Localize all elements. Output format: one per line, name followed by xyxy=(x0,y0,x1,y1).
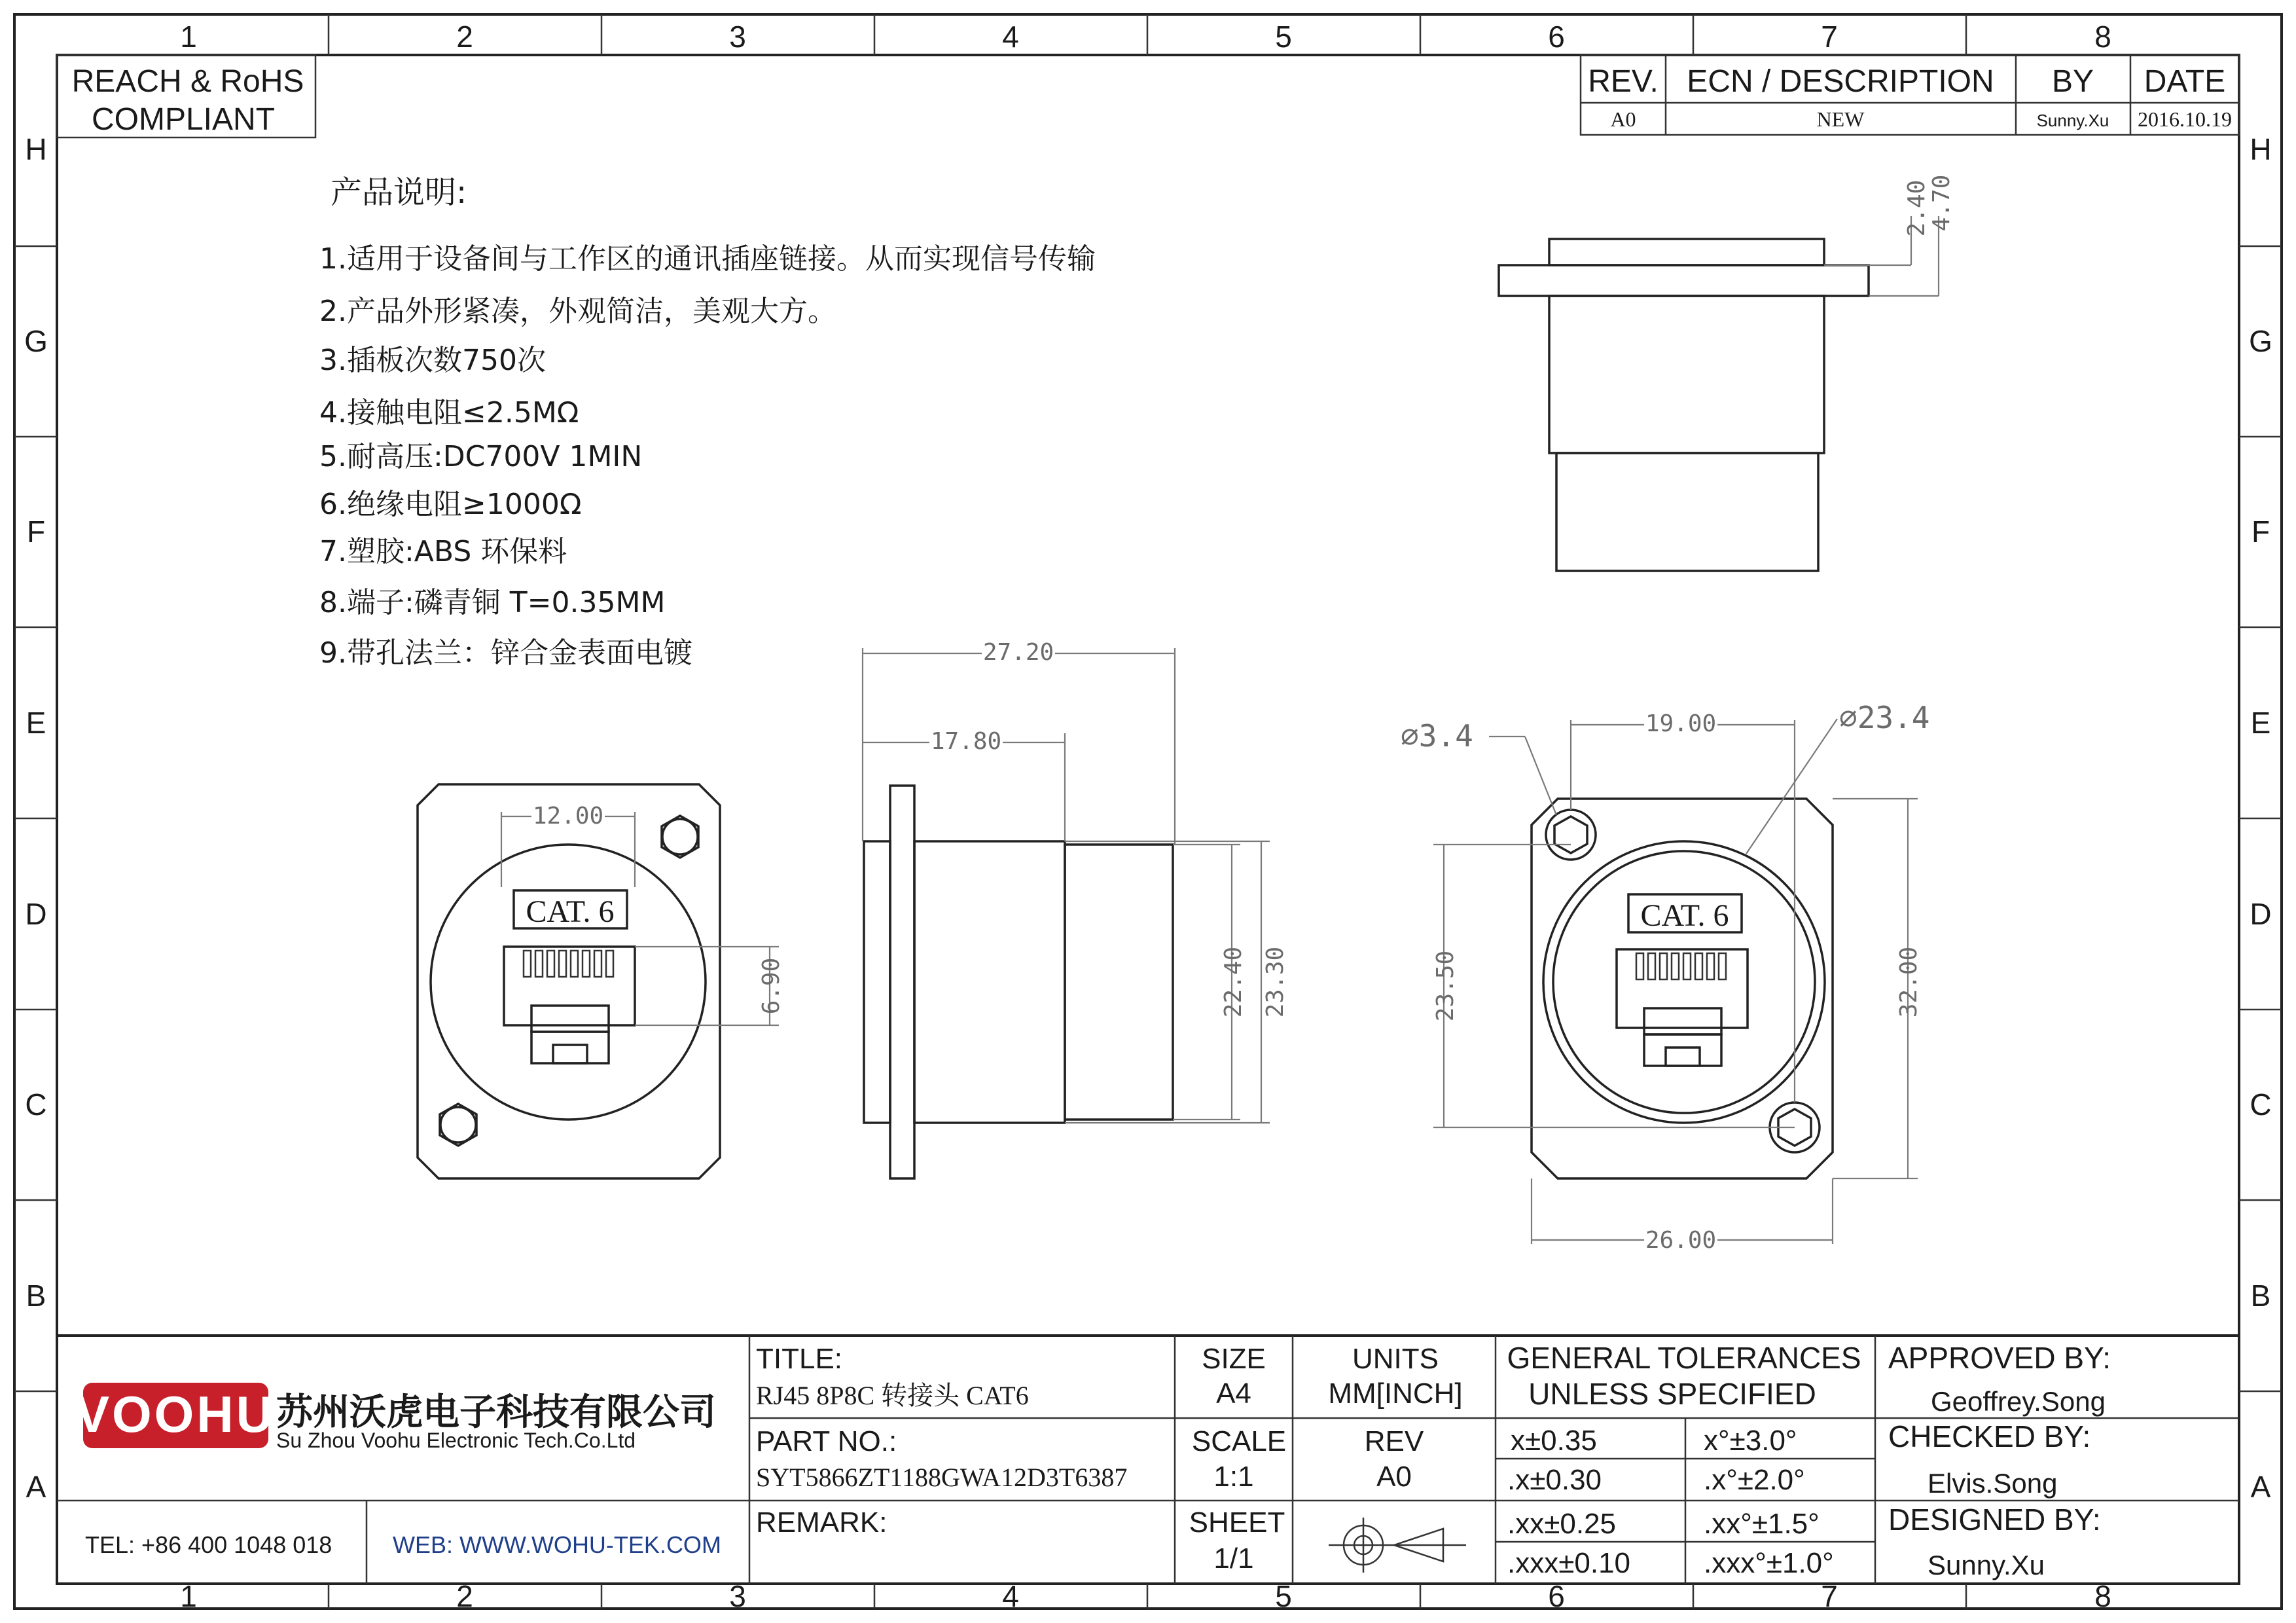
front-view xyxy=(418,784,785,1178)
tolerance-linear-2: .xx±0.25 xyxy=(1507,1508,1617,1540)
tolerance-angular-0: x°±3.0° xyxy=(1704,1425,1797,1457)
svg-text:5: 5 xyxy=(1275,20,1292,54)
svg-text:H: H xyxy=(25,132,47,166)
rev-cell-rev: A0 xyxy=(1610,107,1636,131)
dim-rear-left-h: 23.50 xyxy=(1432,950,1459,1022)
dim-side-total: 27.20 xyxy=(982,639,1054,666)
svg-text:7: 7 xyxy=(1821,20,1838,54)
dim-front-width: 12.00 xyxy=(532,803,604,830)
company-tel: TEL: +86 400 1048 018 xyxy=(85,1531,332,1558)
svg-text:3: 3 xyxy=(729,20,746,54)
sheet-value: 1/1 xyxy=(1213,1542,1254,1575)
svg-text:2: 2 xyxy=(456,20,473,54)
rev-header-by: BY xyxy=(2051,64,2094,99)
svg-text:4: 4 xyxy=(1002,20,1019,54)
designed-label: DESIGNED BY: xyxy=(1888,1503,2101,1537)
compliance-line2: COMPLIANT xyxy=(91,102,276,137)
svg-text:C: C xyxy=(25,1087,47,1122)
units-value: MM[INCH] xyxy=(1328,1377,1463,1410)
revision-table xyxy=(1581,55,2239,135)
size-value: A4 xyxy=(1216,1377,1251,1410)
dim-top-2-40: 2.40 xyxy=(1903,179,1930,237)
title-label: TITLE: xyxy=(756,1343,843,1375)
third-angle-projection-icon xyxy=(1329,1518,1466,1573)
description-item-9: 9.带孔法兰：锌合金表面电镀 xyxy=(319,636,692,670)
top-view xyxy=(1499,175,1955,571)
company-name-cn: 苏州沃虎电子科技有限公司 xyxy=(276,1391,716,1434)
svg-text:G: G xyxy=(24,324,48,358)
part-no-value: SYT5866ZT1188GWA12D3T6387 xyxy=(756,1463,1128,1492)
tolerance-angular-1: .x°±2.0° xyxy=(1704,1464,1805,1496)
description-item-3: 3.插板次数750次 xyxy=(319,344,546,377)
dim-top-4-70: 4.70 xyxy=(1928,174,1955,232)
logo-text: VOOHU xyxy=(75,1385,276,1443)
tolerance-title-1: GENERAL TOLERANCES xyxy=(1507,1341,1861,1375)
rev-cell-date: 2016.10.19 xyxy=(2138,107,2232,131)
svg-text:A: A xyxy=(2250,1470,2271,1504)
svg-text:1: 1 xyxy=(180,1579,197,1613)
rev-label: REV xyxy=(1364,1425,1424,1457)
dim-rear-width: 26.00 xyxy=(1645,1227,1717,1254)
svg-text:D: D xyxy=(25,897,47,931)
dim-rear-ring: ⌀23.4 xyxy=(1839,700,1930,735)
company-web: WEB: WWW.WOHU-TEK.COM xyxy=(393,1531,721,1558)
dim-rear-hole: ⌀3.4 xyxy=(1401,718,1473,754)
description-item-2: 2.产品外形紧凑，外观简洁，美观大方。 xyxy=(319,295,836,328)
svg-text:6: 6 xyxy=(1548,20,1565,54)
rev-header-rev: REV. xyxy=(1588,64,1659,99)
svg-text:1: 1 xyxy=(180,20,197,54)
svg-text:8: 8 xyxy=(2094,20,2111,54)
title-value: RJ45 8P8C 转接头 CAT6 xyxy=(756,1381,1029,1410)
approved-label: APPROVED BY: xyxy=(1888,1341,2111,1375)
column-labels-top xyxy=(180,20,2111,54)
approved-value: Geoffrey.Song xyxy=(1931,1386,2106,1417)
dim-side-h2: 23.30 xyxy=(1262,946,1289,1018)
rev-value: A0 xyxy=(1376,1461,1412,1493)
rear-cat6-label: CAT. 6 xyxy=(1640,898,1729,933)
sheet-label: SHEET xyxy=(1189,1506,1285,1539)
dim-rear-pitch: 19.00 xyxy=(1645,710,1717,737)
side-view xyxy=(863,639,1289,1178)
svg-text:B: B xyxy=(26,1279,46,1313)
svg-text:F: F xyxy=(2251,515,2270,549)
description-item-6: 6.绝缘电阻≥1000Ω xyxy=(319,488,582,521)
svg-text:G: G xyxy=(2249,324,2272,358)
product-description xyxy=(319,174,1096,670)
company-logo xyxy=(75,1383,276,1448)
front-pins xyxy=(524,951,613,977)
svg-text:C: C xyxy=(2250,1087,2272,1122)
svg-text:B: B xyxy=(2250,1279,2271,1313)
svg-text:3: 3 xyxy=(729,1579,746,1613)
scale-label: SCALE xyxy=(1191,1425,1287,1457)
description-item-4: 4.接触电阻≤2.5MΩ xyxy=(319,396,579,429)
rev-header-desc: ECN / DESCRIPTION xyxy=(1687,64,1994,99)
svg-text:F: F xyxy=(26,515,46,549)
svg-text:E: E xyxy=(2250,706,2271,740)
tolerance-angular-2: .xx°±1.5° xyxy=(1704,1508,1820,1540)
rev-cell-by: Sunny.Xu xyxy=(2036,111,2109,130)
description-item-7: 7.塑胶:ABS 环保料 xyxy=(319,535,567,568)
designed-value: Sunny.Xu xyxy=(1928,1550,2045,1580)
tolerance-angular-3: .xxx°±1.0° xyxy=(1704,1547,1834,1579)
svg-text:4: 4 xyxy=(1002,1579,1019,1613)
part-no-label: PART NO.: xyxy=(756,1425,897,1457)
rev-header-date: DATE xyxy=(2144,64,2226,99)
rear-view xyxy=(1401,700,1929,1254)
compliance-line1: REACH & RoHS xyxy=(71,64,304,99)
units-label: UNITS xyxy=(1352,1343,1439,1375)
tolerance-linear-0: x±0.35 xyxy=(1511,1425,1597,1457)
svg-text:D: D xyxy=(2250,897,2272,931)
rev-cell-desc: NEW xyxy=(1816,107,1865,131)
dim-side-body: 17.80 xyxy=(930,728,1002,755)
svg-text:E: E xyxy=(26,706,46,740)
tolerance-linear-3: .xxx±0.10 xyxy=(1507,1547,1631,1579)
front-cat6-label: CAT. 6 xyxy=(526,894,615,929)
svg-text:5: 5 xyxy=(1275,1579,1292,1613)
description-item-1: 1.适用于设备间与工作区的通讯插座链接。从而实现信号传输 xyxy=(319,242,1096,276)
rear-pins xyxy=(1636,953,1726,979)
svg-text:7: 7 xyxy=(1821,1579,1838,1613)
svg-text:H: H xyxy=(2250,132,2272,166)
description-heading: 产品说明: xyxy=(331,174,467,211)
svg-text:2: 2 xyxy=(456,1579,473,1613)
remark-label: REMARK: xyxy=(756,1506,888,1539)
tolerance-title-2: UNLESS SPECIFIED xyxy=(1528,1377,1816,1411)
dim-rear-right-h: 32.00 xyxy=(1895,946,1922,1018)
svg-text:6: 6 xyxy=(1548,1579,1565,1613)
company-name-en: Su Zhou Voohu Electronic Tech.Co.Ltd xyxy=(276,1429,636,1452)
checked-value: Elvis.Song xyxy=(1928,1468,2058,1499)
tolerance-linear-1: .x±0.30 xyxy=(1507,1464,1602,1496)
checked-label: CHECKED BY: xyxy=(1888,1419,2091,1453)
description-item-5: 5.耐高压:DC700V 1MIN xyxy=(319,440,643,473)
dim-front-height: 6.90 xyxy=(758,957,785,1015)
size-label: SIZE xyxy=(1202,1343,1266,1375)
scale-value: 1:1 xyxy=(1213,1461,1254,1493)
description-item-8: 8.端子:磷青铜 T=0.35MM xyxy=(319,586,666,619)
svg-text:A: A xyxy=(26,1470,46,1504)
svg-text:8: 8 xyxy=(2094,1579,2111,1613)
dim-side-h1: 22.40 xyxy=(1220,946,1247,1018)
